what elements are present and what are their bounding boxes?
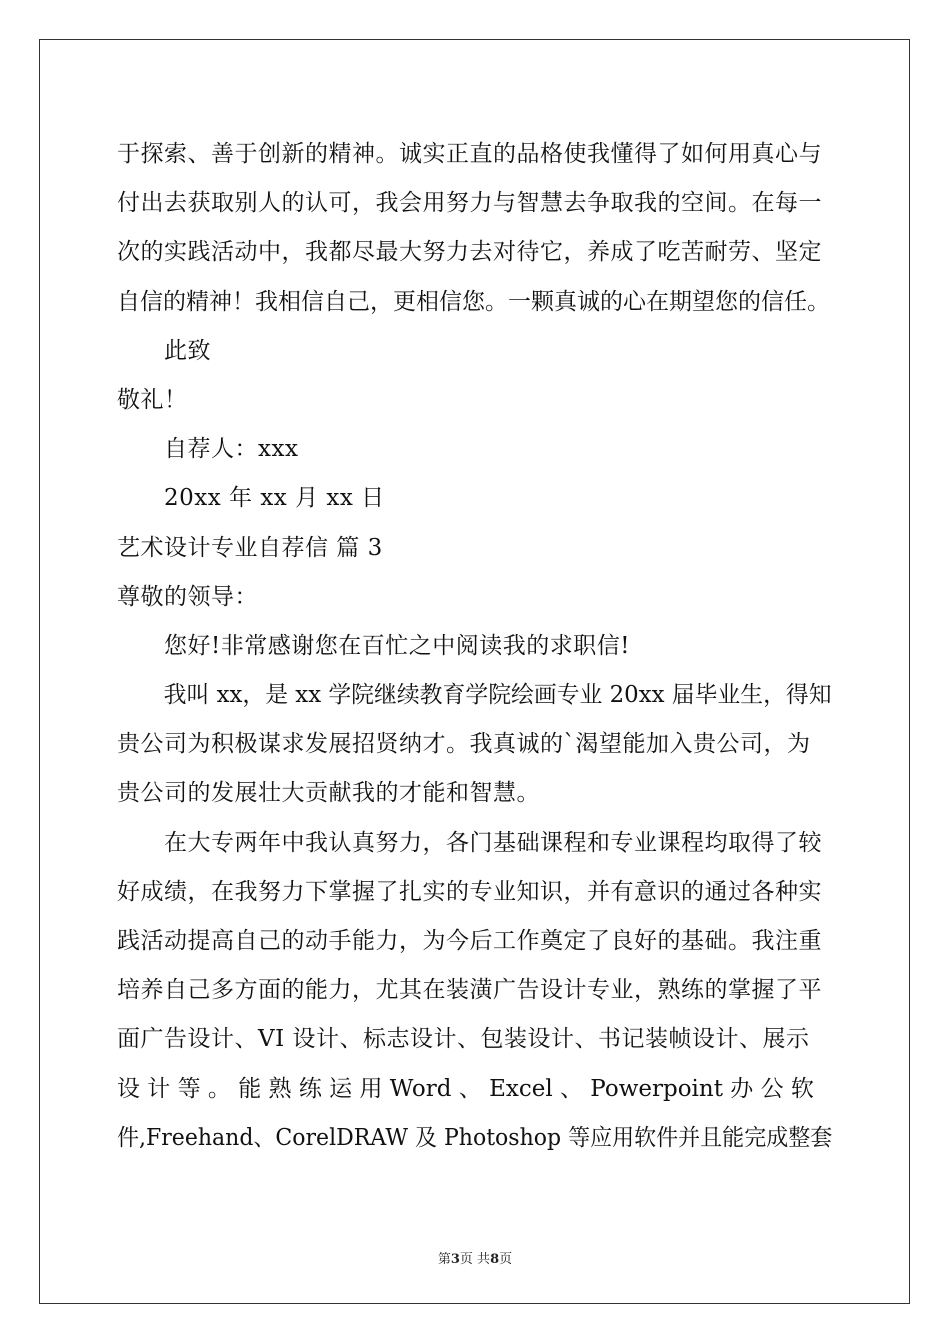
page-footer [0,1248,950,1267]
paragraph-line: 于探索、善于创新的精神。诚实正直的品格使我懂得了如何用真心与 [117,141,822,167]
page-suffix: 页 [499,1252,513,1267]
page-prefix: 第 [437,1252,451,1267]
total-pages-number: 8 [490,1252,500,1267]
greeting: 尊敬的领导： [117,583,258,610]
paragraph-line: 面广告设计、VI 设计、标志设计、包装设计、书记装帧设计、展示 [117,1026,810,1053]
paragraph-line: 培养自己多方面的能力，尤其在装潢广告设计专业，熟练的掌握了平 [117,977,822,1004]
closing-salutation: 此致 [164,337,211,364]
paragraph-line: 在大专两年中我认真努力，各门基础课程和专业课程均取得了较 [164,829,822,856]
paragraph-line: 践活动提高自己的动手能力，为今后工作奠定了良好的基础。我注重 [117,928,822,954]
section-heading: 艺术设计专业自荐信 篇 3 [117,534,383,561]
paragraph-line: 次的实践活动中，我都尽最大努力去对待它，养成了吃苦耐劳、坚定 [117,239,822,266]
paragraph-line: 您好!非常感谢您在百忙之中阅读我的求职信! [164,632,630,659]
date-line: 20xx 年 xx 月 xx 日 [164,485,385,512]
paragraph-line: 付出去获取别人的认可，我会用努力与智慧去争取我的空间。在每一 [117,190,822,217]
paragraph-line: 贵公司为积极谋求发展招贤纳才。我真诚的`渴望能加入贵公司，为 [117,731,811,758]
document-body [117,130,832,1163]
paragraph-line: 设 计 等 。 能 熟 练 运 用 Word 、 Excel 、 Powerpoint 办 公 软 [117,1075,814,1102]
paragraph-line: 自信的精神！我相信自己，更相信您。一颗真诚的心在期望您的信任。 [117,288,830,315]
paragraph-line: 我叫 xx，是 xx 学院继续教育学院绘画专业 20xx 届毕业生，得知 [163,682,832,709]
current-page-number: 3 [450,1252,460,1267]
paragraph-line: 贵公司的发展壮大贡献我的才能和智慧。 [117,780,540,807]
closing-regards: 敬礼！ [117,386,188,413]
page-mid: 页 共 [459,1252,491,1267]
paragraph-line: 好成绩，在我努力下掌握了扎实的专业知识，并有意识的通过各种实 [117,878,822,905]
signature-line: 自荐人：xxx [164,436,299,463]
paragraph-line: 件,Freehand、CorelDRAW 及 Photoshop 等应用软件并且能完成整套 [117,1124,833,1151]
